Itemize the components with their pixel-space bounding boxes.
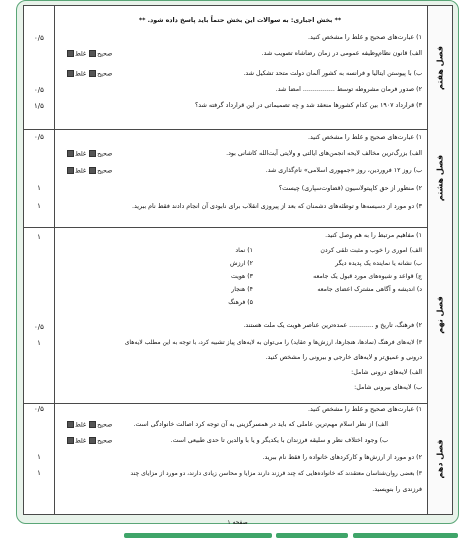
statement: ب) با پیوستن ایتالیا و فرانسه به کشور آلمان دولت متحد تشکیل شد. [243,70,422,77]
score: ۱ [37,202,41,210]
question: ۱) عبارت‌های صحیح و غلط را مشخص کنید. [307,406,422,413]
exam-sheet [23,5,453,515]
score-column [24,227,55,403]
false-label: غلط [75,70,87,78]
match-left-item: الف) اموری را خوب و مثبت تلقی کردن [320,247,422,254]
score: ۱ [37,184,41,192]
question: ۱) مفاهیم مرتبط را به هم وصل کنید. [325,232,422,239]
true-false-options [66,70,112,78]
score-column [24,403,55,514]
score-column [24,129,55,227]
statement: الف) قانون نظام‌وظیفه عمومی در زمان رضاشاه تصویب شد. [261,50,422,57]
true-false-options [66,421,112,429]
statement: الف) بزرگ‌ترین مخالف لایحه انجمن‌های ایالتی و ولایتی آیت‌الله کاشانی بود. [226,150,422,157]
score: ۰/۵ [34,405,44,413]
answer-prompt: ب) لایه‌های بیرونی شامل: [354,384,422,391]
question: ۳) قرارداد ۱۹۰۷ بین کدام کشورها منعقد شد و چه تصمیماتی در این قرارداد گرفته شد؟ [194,102,422,109]
true-false-options [66,150,112,158]
statement: الف) از نظر اسلام مهم‌ترین عاملی که باید در همسرگزینی به آن توجه کرد اصالت خانوادگی است. [133,421,388,428]
section-content [54,6,428,129]
answer-prompt: الف) لایه‌های درونی شامل: [351,369,422,376]
bottom-bar [276,533,348,538]
score: ۰/۵ [34,34,44,42]
section-ch9 [24,227,452,404]
page-frame [16,0,459,524]
true-false-options [66,50,112,58]
section-ch10 [24,403,452,514]
false-checkbox[interactable] [67,167,74,174]
false-checkbox[interactable] [67,421,74,428]
false-checkbox[interactable] [67,437,74,444]
section-content [54,227,428,403]
score: ۱ [37,453,41,461]
true-false-options [66,167,112,175]
question: ۱) عبارت‌های صحیح و غلط را مشخص کنید. [307,134,422,141]
score: ۰/۵ [34,133,44,141]
page-number: صفحه ۱ [227,519,248,526]
chapter-sidebar [427,129,452,227]
question: ۲) صدور فرمان مشروطه توسط ................ امضا شد. [275,86,422,93]
chapter-label: فصل هفتم [435,45,445,90]
match-option: ۳) هویت [231,273,253,280]
match-option: ۴) هنجار [231,286,253,293]
question: ۲) فرهنگ، تاریخ و ............ عمده‌ترین عناصر هویت یک ملت هستند. [243,322,422,329]
instructions-header: ** بخش اجباری: به سوالات این بخش حتماً باید پاسخ داده شود. ** [138,17,342,24]
true-false-options [66,437,112,445]
section-ch8 [24,129,452,228]
question-continued: درونی و عمیق‌تر و لایه‌های خارجی و بیرونی را مشخص کنید. [265,354,422,361]
false-label: غلط [75,50,87,58]
section-ch7 [24,6,452,130]
false-checkbox[interactable] [67,50,74,57]
question: ۳) دو مورد از دسیسه‌ها و توطئه‌های دشمنان که بعد از پیروزی انقلاب برای نابودی آن انجام دادند فقط نام ببرید. [131,203,422,210]
bottom-bar [124,533,272,538]
true-label: صحیح [97,437,113,445]
match-left-item: د) اندیشه و آگاهی مشترک اعضای جامعه [317,286,422,293]
question-continued: فرزندی را بنویسید. [372,486,422,493]
score: ۱ [37,233,41,241]
chapter-sidebar [427,6,452,129]
bottom-bar [353,533,458,538]
match-option: ۵) فرهنگ [228,299,253,306]
true-checkbox[interactable] [89,421,96,428]
true-checkbox[interactable] [89,167,96,174]
match-left-item: ج) قواعد و شیوه‌های مورد قبول یک جامعه [313,273,422,280]
statement: ب) روز ۱۲ فروردین، روز «جمهوری اسلامی» نام‌گذاری شد. [265,167,422,174]
score: ۰/۵ [34,323,44,331]
chapter-label: فصل هشتم [435,154,445,202]
section-content [54,129,428,227]
match-option: ۲) ارزش [230,260,253,267]
score-column [24,6,55,129]
false-label: غلط [75,150,87,158]
false-checkbox[interactable] [67,150,74,157]
true-label: صحیح [97,421,113,429]
match-left-item: ب) نشانه یا نماینده یک پدیده دیگر [335,260,422,267]
true-checkbox[interactable] [89,150,96,157]
match-option: ۱) نماد [235,247,253,254]
chapter-label: فصل دهم [435,439,445,478]
false-label: غلط [75,167,87,175]
true-checkbox[interactable] [89,70,96,77]
question: ۳) بعضی روان‌شناسان معتقدند که خانواده‌هایی که چند فرزند دارند مزایا و محاسن زیادی دارند، دو مورد از مزایای چند [130,470,422,477]
true-label: صحیح [97,150,113,158]
true-checkbox[interactable] [89,50,96,57]
score: ۰/۵ [34,86,44,94]
true-label: صحیح [97,70,113,78]
chapter-sidebar [427,403,452,514]
question: ۳) لایه‌های فرهنگ (نمادها، هنجارها، ارزش‌ها و عقاید) را می‌توان به لایه‌های پیاز تشبیه کرد، با توجه به این مطلب لایه‌های [124,339,422,346]
question: ۱) عبارت‌های صحیح و غلط را مشخص کنید. [307,34,422,41]
score: ۱/۵ [34,102,44,110]
statement: ب) وجود اختلاف نظر و سلیقه فرزندان با یکدیگر و یا با والدین تا حدی طبیعی است. [170,437,388,444]
true-label: صحیح [97,50,113,58]
score: ۱ [37,339,41,347]
question: ۲) دو مورد از ارزش‌ها و کارکردهای خانواده را فقط نام ببرید. [262,454,422,461]
false-label: غلط [75,437,87,445]
question: ۲) منظور از حق کاپیتولاسیون (قضاوت‌سپاری) چیست؟ [278,185,422,192]
false-checkbox[interactable] [67,70,74,77]
chapter-sidebar [427,227,452,403]
chapter-label: فصل نهم [435,296,445,334]
true-label: صحیح [97,167,113,175]
true-checkbox[interactable] [89,437,96,444]
section-content [54,403,428,514]
false-label: غلط [75,421,87,429]
score: ۱ [37,469,41,477]
